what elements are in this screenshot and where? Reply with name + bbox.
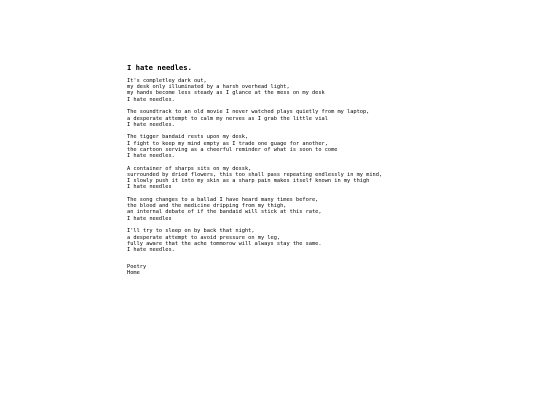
poem-line: I slowly push it into my skin as a sharp pain makes itself known in my thigh [127,178,370,185]
poem-line: a desperate attempt to calm my nerves as I grab the little vial [127,115,328,122]
poem-line: fully aware that the ache tommorow will always stay the same. [127,240,322,247]
poem-line: The tigger bandaid rests upon my desk, [127,134,249,141]
poem-line: I hate needles. [127,246,175,253]
poetry-link[interactable]: Poetry [127,264,147,271]
stanza [127,197,527,222]
stanza [127,134,527,159]
poem-line: I hate needles [127,215,172,222]
poem-line: I hate needles [127,184,172,191]
stanza [127,166,527,191]
poem-line: I hate needles. [127,153,175,160]
poem-line: surrounded by dried flowers, this too shall pass repeating endlessly in my mind, [127,171,383,178]
poem-line: my hands become less steady as I glance at the mess on my desk [127,90,325,97]
footer-nav [127,264,527,276]
poem-line: an internal debate of if the bandaid will stick at this rate, [127,209,322,216]
poem-page [127,63,527,277]
poem-line: a desperate attempt to avoid pressure on my leg, [127,234,281,241]
stanza [127,228,527,253]
poem-line: It's completley dark out, [127,78,207,84]
poem-line: I hate needles. [127,121,175,128]
poem-line: the cartoon serving as a cheerful reminder of what is soon to come [127,146,338,153]
stanza [127,109,527,128]
poem-title: I hate needles. [127,63,192,72]
poem-line: I fight to keep my mind empty as I trade one guage for another, [127,140,328,147]
stanza [127,78,527,103]
poem-line: I'll try to sleep on by back that night, [127,228,255,235]
home-link[interactable]: Home [127,270,140,277]
poem-line: A container of sharps sits on my dessk, [127,165,252,172]
poem-line: the blood and the medicine dripping from my thigh, [127,203,287,210]
poem-line: my desk only illuminated by a harsh overhead light, [127,84,290,91]
poem-line: I hate needles. [127,96,175,103]
poem-line: The soundtrack to an old movie I never watched plays quietly from my laptop, [127,109,370,116]
poem-line: The song changes to a ballad I have heard many times before, [127,197,319,204]
